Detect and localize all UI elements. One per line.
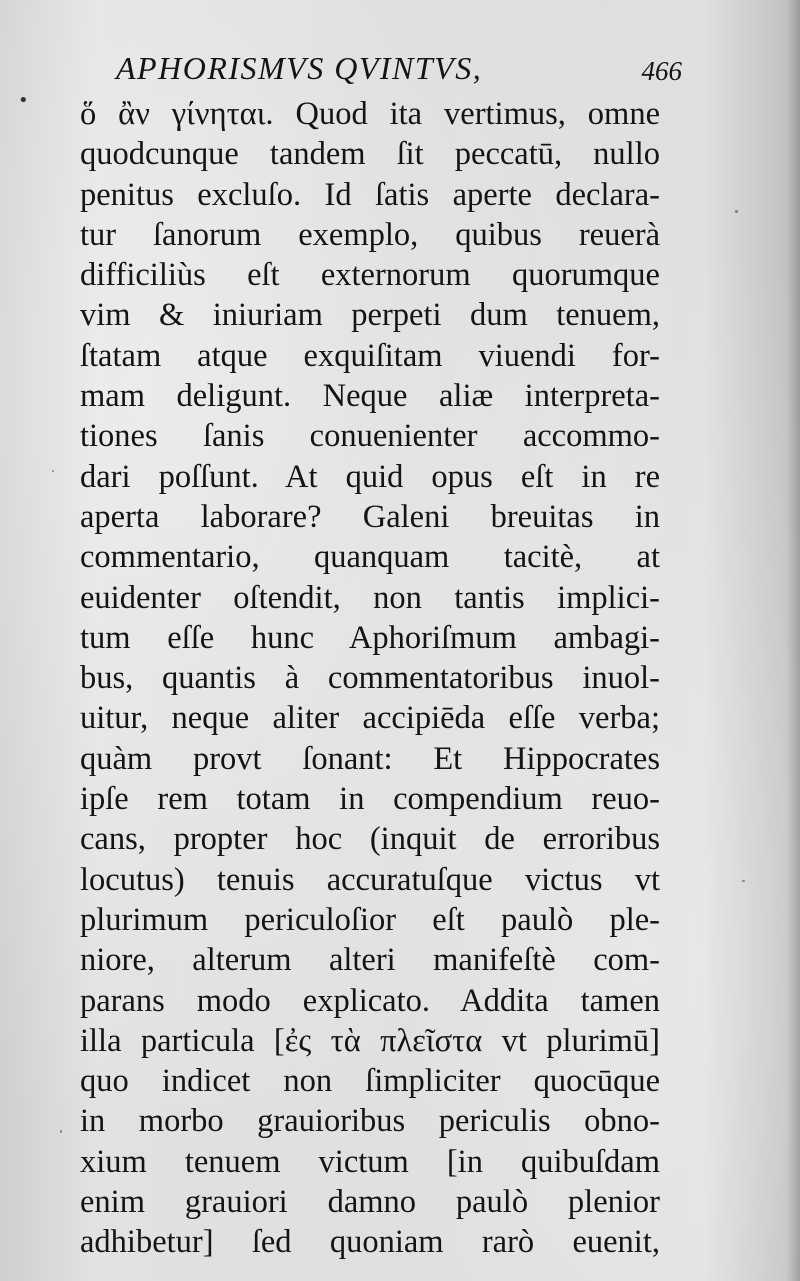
text-line: vim & iniuriam perpeti dum tenuem, [80, 297, 660, 334]
text-line: difficiliùs eſt externorum quorumque [80, 257, 660, 294]
text-line: illa particula [ἐς τὰ πλεῖστα vt plurimū] [80, 1022, 660, 1059]
paper-speck [735, 210, 738, 213]
text-line: ὅ ἂν γίνηται. Quod ita vertimus, omne [80, 96, 660, 132]
text-line: aperta laborare? Galeni breuitas in [80, 498, 660, 535]
text-line: commentario, quanquam tacitè, at [80, 539, 660, 576]
text-line: tiones ſanis conuenienter accommo- [80, 418, 660, 455]
text-line: euidenter oſtendit, non tantis implici- [80, 579, 660, 616]
text-line: quo indicet non ſimpliciter quocūque [80, 1063, 660, 1100]
text-line: tur ſanorum exemplo, quibus reuerà [80, 216, 660, 253]
text-line: adhibetur] ſed quoniam rarò euenit, [80, 1224, 660, 1261]
text-line: cans, propter hoc (inquit de erroribus [80, 821, 660, 858]
text-line: quàm provt ſonant: Et Hippocrates [80, 740, 660, 777]
text-line: penitus excluſo. Id ſatis aperte declara- [80, 176, 660, 213]
text-line: mam deligunt. Neque aliæ interpreta- [80, 378, 660, 415]
page-header [112, 48, 682, 92]
text-line: locutus) tenuis accuratuſque victus vt [80, 861, 660, 898]
text-line: quodcunque tandem ſit peccatū, nullo [80, 136, 660, 173]
paper-speck [52, 470, 54, 472]
page-edge-shadow [786, 0, 800, 1281]
paper-speck [60, 1130, 62, 1133]
page-number: 466 [641, 56, 682, 86]
text-line: parans modo explicato. Addita tamen [80, 982, 660, 1019]
text-line: tum eſſe hunc Aphoriſmum ambagi- [80, 619, 660, 656]
text-line: in morbo grauioribus periculis obno- [80, 1103, 660, 1140]
paper-speck [742, 880, 745, 882]
text-line: xium tenuem victum [in quibuſdam [80, 1143, 660, 1180]
running-title: APHORISMVS QVINTVS, [116, 50, 483, 86]
text-line: enim grauiori damno paulò plenior [80, 1184, 660, 1221]
text-line: dari poſſunt. At quid opus eſt in re [80, 458, 660, 495]
text-line: ſtatam atque exquiſitam viuendi for- [80, 337, 660, 374]
text-line: plurimum periculoſior eſt paulò ple- [80, 901, 660, 938]
margin-ink-mark: • [18, 90, 29, 111]
text-line: uitur, neque aliter accipiēda eſſe verba; [80, 700, 660, 737]
text-line: bus, quantis à commentatoribus inuol- [80, 660, 660, 697]
text-line: niore, alterum alteri manifeſtè com- [80, 942, 660, 979]
body-text [80, 94, 660, 1263]
text-line: ipſe rem totam in compendium reuo- [80, 781, 660, 818]
